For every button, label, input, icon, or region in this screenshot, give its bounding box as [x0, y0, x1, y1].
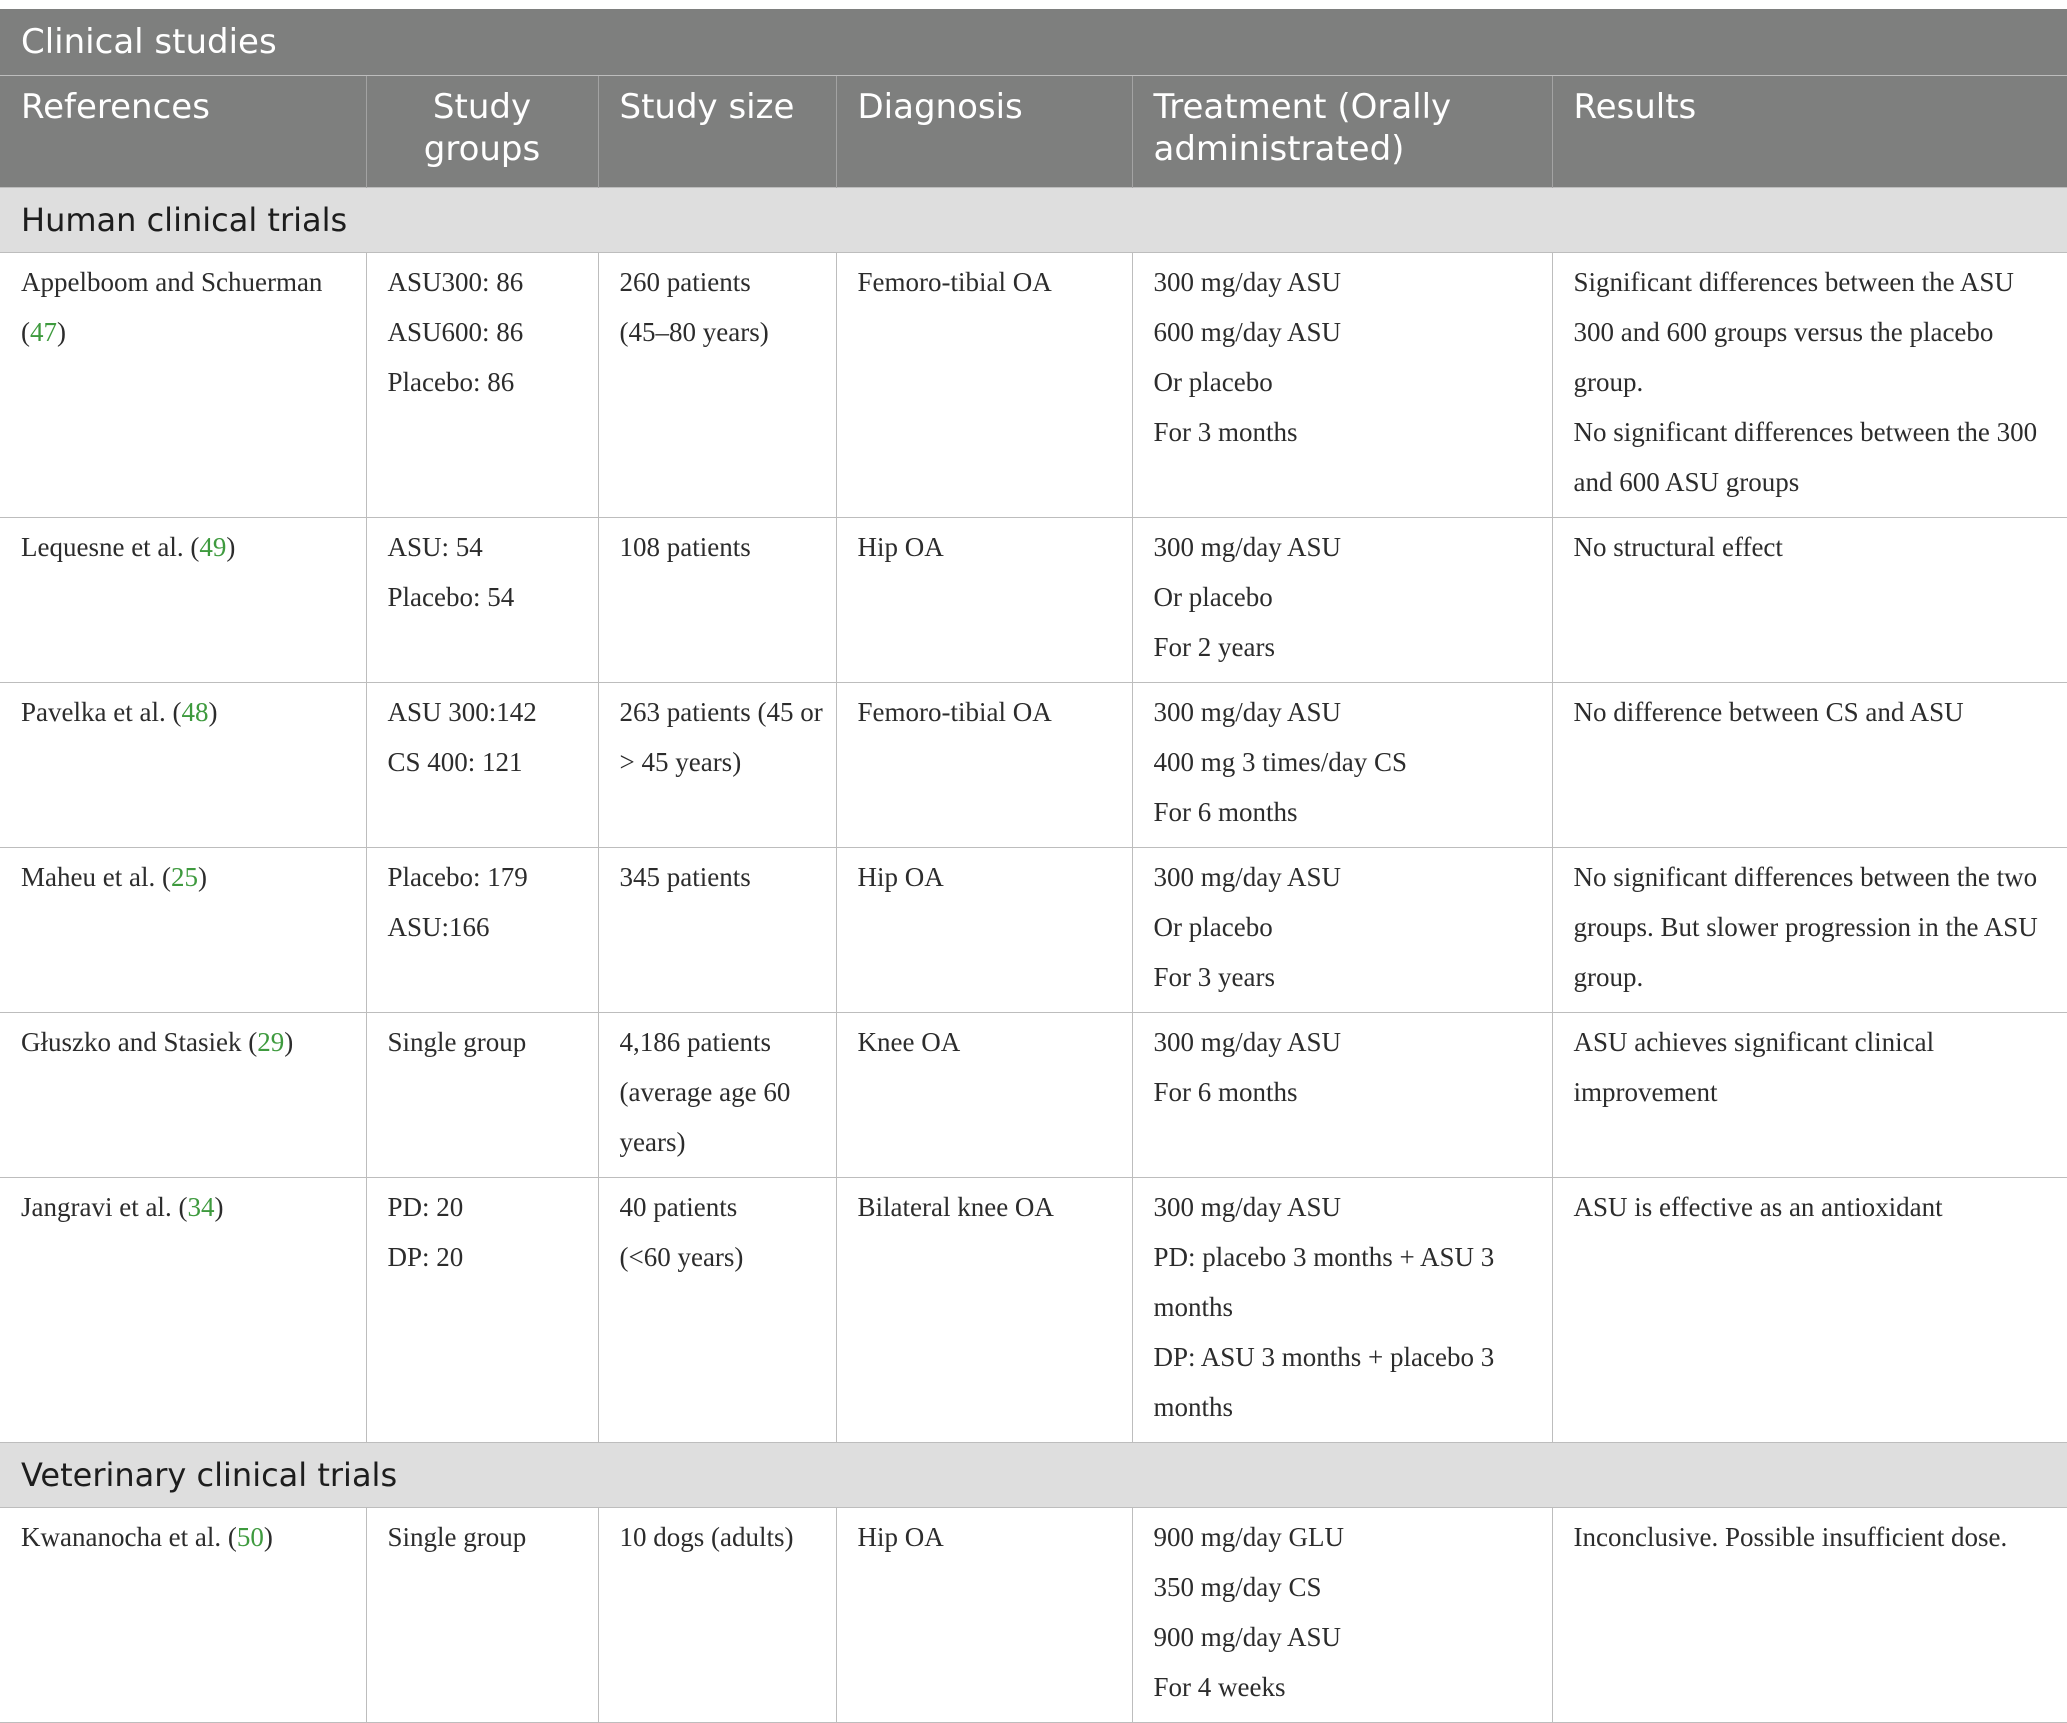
cell-results: [1552, 683, 2067, 848]
cell-study-groups-line: DP: 20: [387, 1242, 464, 1272]
cell-results-line: No structural effect: [1573, 532, 1783, 562]
cell-results-line: No significant differences between the 300 and 600 ASU groups: [1573, 417, 2038, 497]
column-header-study-groups: Study groups: [366, 76, 598, 188]
reference-text: Pavelka et al. (: [21, 697, 182, 727]
cell-diagnosis: Knee OA: [836, 1013, 1132, 1178]
header-row: [0, 76, 2067, 188]
cell-reference: [0, 1013, 366, 1178]
caption-row: [0, 9, 2067, 76]
reference-text: Lequesne et al. (: [21, 532, 200, 562]
cell-diagnosis: Hip OA: [836, 1508, 1132, 1723]
reference-text: Kwananocha et al. (: [21, 1522, 237, 1552]
cell-results: [1552, 253, 2067, 518]
table-row: [0, 1013, 2067, 1178]
cell-results-line: ASU is effective as an antioxidant: [1573, 1192, 1943, 1222]
section-heading: Human clinical trials: [0, 188, 2067, 253]
cell-treatment-line: 400 mg 3 times/day CS: [1153, 747, 1408, 777]
reference-text: Jangravi et al. (: [21, 1192, 188, 1222]
cell-study-size-line: (45–80 years): [619, 317, 769, 347]
reference-text: Maheu et al. (: [21, 862, 171, 892]
citation-link[interactable]: 29: [257, 1027, 285, 1057]
cell-reference: [0, 1178, 366, 1443]
cell-treatment-line: 900 mg/day GLU: [1153, 1522, 1344, 1552]
cell-study-groups-line: ASU300: 86: [387, 267, 524, 297]
cell-study-groups: [366, 848, 598, 1013]
cell-study-size-line: 345 patients: [619, 862, 751, 892]
cell-treatment-line: 350 mg/day CS: [1153, 1572, 1322, 1602]
cell-study-groups: [366, 1013, 598, 1178]
cell-study-size: [598, 1508, 836, 1723]
citation-link[interactable]: 47: [30, 317, 57, 347]
citation-link[interactable]: 34: [187, 1192, 215, 1222]
cell-study-groups: [366, 253, 598, 518]
cell-study-size: [598, 1013, 836, 1178]
cell-treatment-line: Or placebo: [1153, 367, 1273, 397]
cell-results-line: Inconclusive. Possible insufficient dose.: [1573, 1522, 2008, 1552]
cell-treatment-line: Or placebo: [1153, 912, 1273, 942]
cell-diagnosis: Bilateral knee OA: [836, 1178, 1132, 1443]
table-row: [0, 1178, 2067, 1443]
reference-text: Głuszko and Stasiek (: [21, 1027, 258, 1057]
cell-treatment-line: For 3 years: [1153, 962, 1275, 992]
cell-study-groups-line: Placebo: 54: [387, 582, 515, 612]
cell-study-groups: [366, 1508, 598, 1723]
cell-diagnosis: Hip OA: [836, 848, 1132, 1013]
reference-close: ): [208, 697, 218, 727]
cell-results-line: Significant differences between the ASU 300 and 600 groups versus the placebo group.: [1573, 267, 2014, 397]
cell-results: [1552, 848, 2067, 1013]
cell-reference: [0, 253, 366, 518]
cell-treatment: [1132, 1508, 1552, 1723]
cell-study-groups: [366, 1178, 598, 1443]
cell-treatment-line: 300 mg/day ASU: [1153, 862, 1342, 892]
cell-treatment-line: DP: ASU 3 months + placebo 3 months: [1153, 1342, 1495, 1422]
table-caption: Clinical studies: [0, 9, 2067, 76]
citation-link[interactable]: 49: [199, 532, 227, 562]
cell-results: [1552, 1508, 2067, 1723]
cell-study-groups-line: Single group: [387, 1027, 527, 1057]
cell-study-size-line: 4,186 patients (average age 60 years): [619, 1027, 791, 1157]
reference-text: Appelboom and Schuerman (: [21, 267, 323, 347]
table-row: [0, 253, 2067, 518]
citation-link[interactable]: 25: [170, 862, 198, 892]
cell-reference: [0, 518, 366, 683]
reference-close: ): [226, 532, 236, 562]
cell-study-groups-line: PD: 20: [387, 1192, 464, 1222]
cell-treatment: [1132, 253, 1552, 518]
cell-study-size-line: 10 dogs (adults): [619, 1522, 794, 1552]
cell-diagnosis: Femoro-tibial OA: [836, 253, 1132, 518]
cell-treatment-line: For 6 months: [1153, 797, 1298, 827]
table-row: [0, 683, 2067, 848]
cell-treatment: [1132, 518, 1552, 683]
cell-study-groups-line: Single group: [387, 1522, 527, 1552]
cell-study-groups-line: CS 400: 121: [387, 747, 523, 777]
cell-treatment: [1132, 1013, 1552, 1178]
reference-close: ): [57, 317, 66, 347]
cell-study-groups: [366, 518, 598, 683]
cell-treatment-line: For 2 years: [1153, 632, 1275, 662]
section-row: [0, 188, 2067, 253]
cell-results: [1552, 1178, 2067, 1443]
reference-close: ): [263, 1522, 273, 1552]
cell-study-size: [598, 683, 836, 848]
cell-results-line: No significant differences between the two groups. But slower progression in the ASU group.: [1573, 862, 2038, 992]
cell-study-groups: [366, 683, 598, 848]
cell-results: [1552, 518, 2067, 683]
table-container: [0, 9, 2067, 1723]
cell-study-size: [598, 518, 836, 683]
cell-treatment-line: 900 mg/day ASU: [1153, 1622, 1342, 1652]
cell-study-groups-line: Placebo: 179: [387, 862, 528, 892]
cell-study-groups-line: ASU600: 86: [387, 317, 524, 347]
cell-diagnosis: Femoro-tibial OA: [836, 683, 1132, 848]
table-row: [0, 848, 2067, 1013]
cell-study-size-line: 260 patients: [619, 267, 751, 297]
cell-treatment-line: 300 mg/day ASU: [1153, 532, 1342, 562]
cell-results: [1552, 1013, 2067, 1178]
reference-close: ): [284, 1027, 294, 1057]
section-row: [0, 1443, 2067, 1508]
cell-reference: [0, 848, 366, 1013]
cell-treatment-line: 300 mg/day ASU: [1153, 1027, 1342, 1057]
cell-study-size-line: 108 patients: [619, 532, 751, 562]
clinical-studies-table: [0, 9, 2067, 1723]
reference-close: ): [214, 1192, 224, 1222]
cell-results-line: No difference between CS and ASU: [1573, 697, 1964, 727]
cell-results-line: ASU achieves significant clinical improvement: [1573, 1027, 1935, 1107]
table-body: [0, 188, 2067, 1723]
cell-treatment-line: For 6 months: [1153, 1077, 1298, 1107]
cell-reference: [0, 683, 366, 848]
cell-study-groups-line: ASU 300:142: [387, 697, 537, 727]
cell-reference: [0, 1508, 366, 1723]
cell-treatment-line: 300 mg/day ASU: [1153, 697, 1342, 727]
column-header-study-size: Study size: [598, 76, 836, 188]
cell-study-size: [598, 1178, 836, 1443]
section-heading: Veterinary clinical trials: [0, 1443, 2067, 1508]
cell-treatment-line: 300 mg/day ASU: [1153, 267, 1342, 297]
table-row: [0, 518, 2067, 683]
cell-study-size: [598, 253, 836, 518]
cell-study-groups-line: ASU: 54: [387, 532, 483, 562]
cell-treatment-line: For 3 months: [1153, 417, 1298, 447]
cell-study-size-line: (<60 years): [619, 1242, 744, 1272]
cell-treatment: [1132, 1178, 1552, 1443]
cell-treatment: [1132, 683, 1552, 848]
cell-treatment: [1132, 848, 1552, 1013]
cell-diagnosis: Hip OA: [836, 518, 1132, 683]
cell-study-size-line: 40 patients: [619, 1192, 738, 1222]
table-row: [0, 1508, 2067, 1723]
column-header-results: Results: [1552, 76, 2067, 188]
cell-treatment-line: For 4 weeks: [1153, 1672, 1286, 1702]
cell-treatment-line: 300 mg/day ASU: [1153, 1192, 1342, 1222]
citation-link[interactable]: 50: [236, 1522, 264, 1552]
column-header-treatment: Treatment (Orally administrated): [1132, 76, 1552, 188]
cell-treatment-line: Or placebo: [1153, 582, 1273, 612]
cell-study-size: [598, 848, 836, 1013]
cell-study-size-line: 263 patients (45 or > 45 years): [619, 697, 823, 777]
column-header-diagnosis: Diagnosis: [836, 76, 1132, 188]
reference-close: ): [197, 862, 207, 892]
cell-study-groups-line: ASU:166: [387, 912, 490, 942]
cell-study-groups-line: Placebo: 86: [387, 367, 515, 397]
cell-treatment-line: PD: placebo 3 months + ASU 3 months: [1153, 1242, 1495, 1322]
citation-link[interactable]: 48: [181, 697, 209, 727]
cell-treatment-line: 600 mg/day ASU: [1153, 317, 1342, 347]
column-header-references: References: [0, 76, 366, 188]
